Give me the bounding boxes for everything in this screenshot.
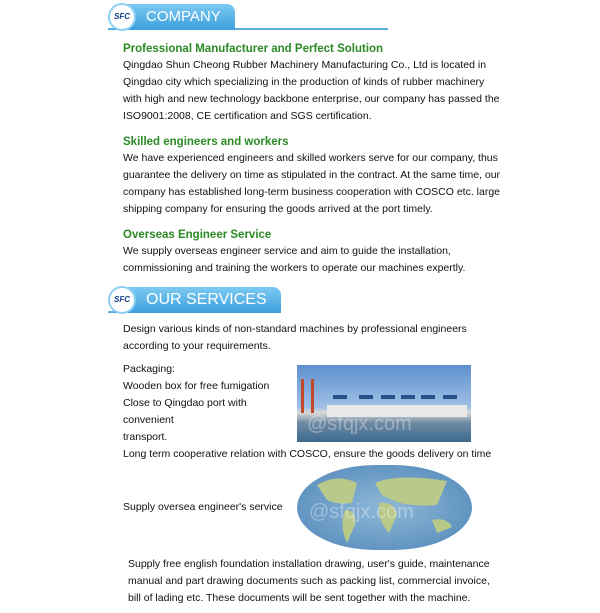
- cosco-text: Long term cooperative relation with COSCO, ensure the goods delivery on time: [123, 448, 492, 460]
- documents-text: Supply free english foundation installation drawing, user's guide, maintenance manual and part drawing documents such as packing list, commercial invoice, bill of lading etc. These documents will be sent together with the machine.: [128, 558, 490, 604]
- section-text: Qingdao Shun Cheong Rubber Machinery Manufacturing Co., Ltd is located in Qingdao city which specializing in the production of kinds of rubber machinery with high and new technology backbone enterprise, our company has passed the ISO9001:2008, CE certification and SGS certification.: [123, 59, 500, 122]
- section-heading: Overseas Engineer Service: [123, 229, 272, 241]
- sfc-logo-icon: SFC: [108, 3, 136, 31]
- section-text: We have experienced engineers and skilled workers serve for our company, thus guarantee the delivery on time as stipulated in the contract. At the same time, our company has established long-term business cooperation with COSCO etc. large shipping company for ensuring the goods arrived at the port timely.: [123, 152, 501, 215]
- watermark: @sfqjx.com: [307, 413, 412, 435]
- sfc-logo-icon: SFC: [108, 286, 136, 314]
- packaging-text: [123, 361, 295, 446]
- section-text: We supply overseas engineer service and aim to guide the installation, commissioning and training the workers to operate our machines expertly.: [123, 245, 466, 274]
- engineer-row: [123, 465, 478, 550]
- watermark: @sfqjx.com: [309, 501, 414, 523]
- section-heading: Professional Manufacturer and Perfect Solution: [123, 43, 384, 55]
- design-text: Design various kinds of non-standard machines by professional engineers according to your requirements.: [123, 323, 467, 352]
- company-header: [108, 2, 388, 32]
- packaging-line: Packaging:: [123, 363, 175, 375]
- packaging-row: [123, 361, 478, 446]
- world-map-image: [297, 465, 472, 550]
- services-header: [108, 285, 267, 315]
- engineer-text: Supply oversea engineer's service: [123, 501, 283, 513]
- services-title: OUR SERVICES: [114, 287, 281, 313]
- section-heading: Skilled engineers and workers: [123, 136, 289, 148]
- packaging-line: Wooden box for free fumigation: [123, 380, 270, 392]
- packaging-line: Close to Qingdao port with convenient: [123, 397, 247, 426]
- port-ship-photo: [297, 365, 471, 442]
- company-title: COMPANY: [114, 4, 235, 30]
- packaging-line: transport.: [123, 431, 168, 443]
